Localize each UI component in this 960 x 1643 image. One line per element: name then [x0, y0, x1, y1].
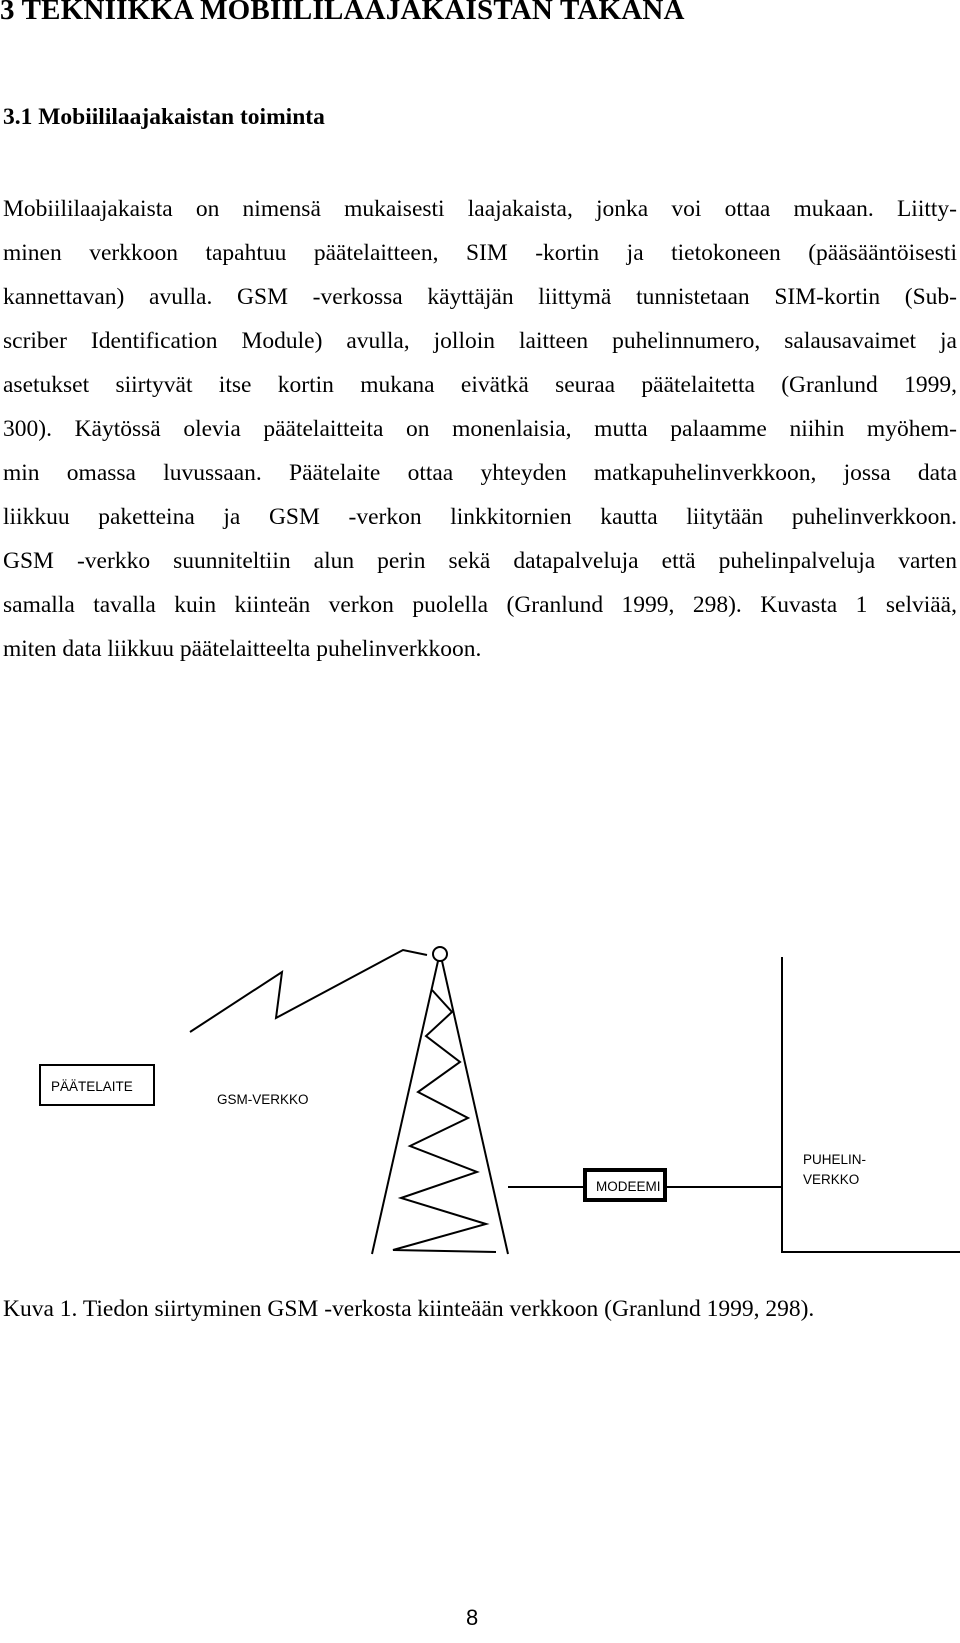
gsm-network-label: GSM-VERKKO [217, 1092, 309, 1107]
paragraph-line: asetukset siirtyvät itse kortin mukana eivätkä seuraa päätelaitetta (Granlund 1999, [3, 372, 957, 398]
modem-label: MODEEMI [596, 1179, 661, 1194]
terminal-device [40, 1065, 154, 1105]
phone-network-label-line2: VERKKO [803, 1172, 860, 1187]
network-diagram [0, 935, 960, 1265]
paragraph-line: GSM -verkko suunniteltiin alun perin sekä datapalveluja että puhelinpalveluja varten [3, 548, 957, 574]
paragraph-line: Mobiililaajakaista on nimensä mukaisesti laajakaista, jonka voi ottaa mukaan. Liitty- [3, 196, 957, 222]
paragraph-line: miten data liikkuu päätelaitteelta puhelinverkkoon. [3, 636, 482, 662]
paragraph-line: kannettavan) avulla. GSM -verkossa käyttäjän liittymä tunnistetaan SIM-kortin (Sub- [3, 284, 957, 310]
paragraph-line: scriber Identification Module) avulla, jolloin laitteen puhelinnumero, salausavaimet ja [3, 328, 957, 354]
page-number: 8 [466, 1605, 479, 1630]
modem-device [585, 1170, 665, 1200]
phone-network-boundary [782, 957, 960, 1252]
paragraph-line: min omassa luvussaan. Päätelaite ottaa yhteyden matkapuhelinverkkoon, jossa data [3, 460, 957, 486]
figure-caption: Kuva 1. Tiedon siirtyminen GSM -verkosta kiinteään verkkoon (Granlund 1999, 298). [3, 1296, 815, 1322]
phone-network-label-line1: PUHELIN- [803, 1152, 867, 1167]
terminal-label: PÄÄTELAITE [51, 1079, 133, 1094]
paragraph-line: liikkuu paketteina ja GSM -verkon linkkitornien kautta liitytään puhelinverkkoon. [3, 504, 957, 530]
paragraph-line: samalla tavalla kuin kiinteän verkon puolella (Granlund 1999, 298). Kuvasta 1 selviää, [3, 592, 957, 618]
transmission-tower [372, 947, 508, 1254]
paragraph-line: minen verkkoon tapahtuu päätelaitteen, SIM -kortin ja tietokoneen (pääsääntöisesti [3, 240, 957, 266]
chapter-title: 3 TEKNIIKKA MOBIILILAAJAKAISTAN TAKANA [0, 0, 685, 26]
radio-link-zigzag [190, 950, 427, 1032]
section-title: 3.1 Mobiililaajakaistan toiminta [3, 104, 325, 130]
paragraph-line: 300). Käytössä olevia päätelaitteita on monenlaisia, mutta palaamme niihin myöhem- [3, 416, 957, 442]
